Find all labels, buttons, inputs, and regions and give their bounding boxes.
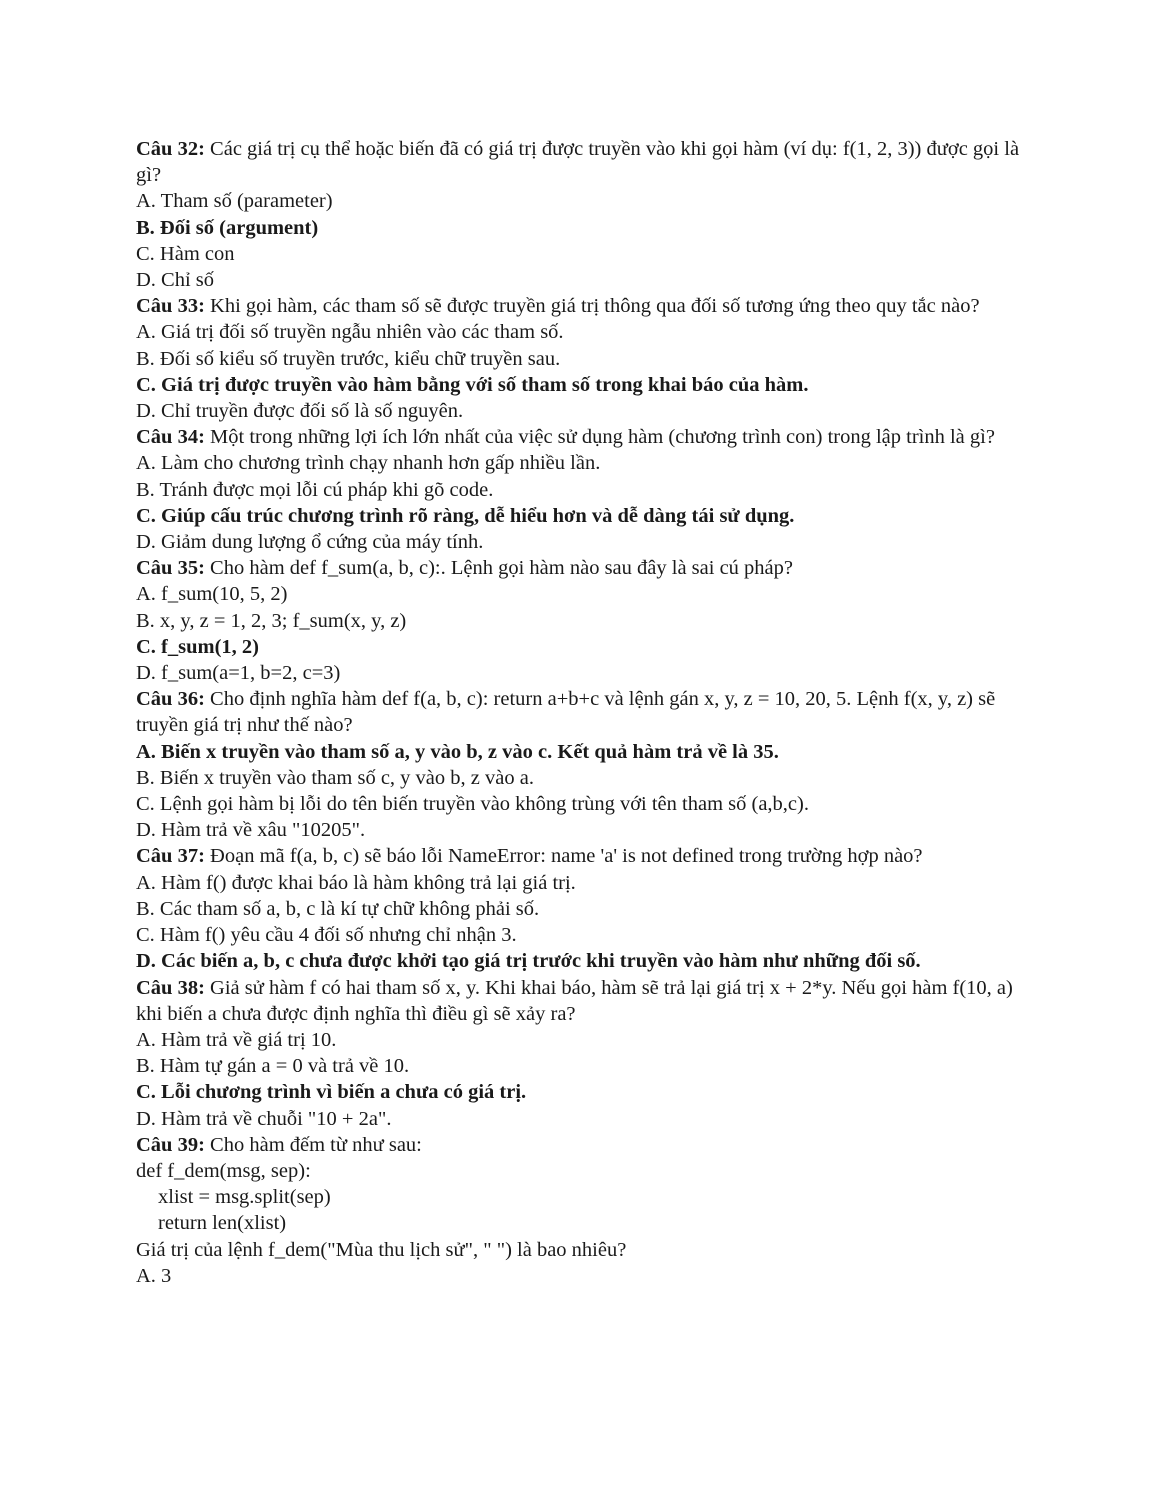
option-d-correct: D. Các biến a, b, c chưa được khởi tạo giá trị trước khi truyền vào hàm như những đối số. bbox=[136, 950, 921, 973]
option-b: B. x, y, z = 1, 2, 3; f_sum(x, y, z) bbox=[136, 609, 407, 632]
question-34 bbox=[136, 424, 1036, 555]
question-prompt: Giá trị của lệnh f_dem("Mùa thu lịch sử", " ") là bao nhiêu? bbox=[136, 1238, 627, 1261]
question-label: Câu 32: bbox=[136, 138, 205, 160]
question-label: Câu 33: bbox=[136, 295, 205, 318]
option-b: B. Tránh được mọi lỗi cú pháp khi gõ code. bbox=[136, 478, 494, 501]
question-32 bbox=[136, 136, 1036, 293]
question-stem: Câu 35: Cho hàm def f_sum(a, b, c):. Lệnh gọi hàm nào sau đây là sai cú pháp? bbox=[136, 557, 793, 580]
code-line-return: return len(xlist) bbox=[158, 1212, 287, 1235]
option-c-correct: C. Giá trị được truyền vào hàm bằng với số tham số trong khai báo của hàm. bbox=[136, 373, 809, 396]
option-a: A. Hàm f() được khai báo là hàm không trả lại giá trị. bbox=[136, 871, 576, 894]
question-38 bbox=[136, 975, 1036, 1132]
option-c-correct: C. Giúp cấu trúc chương trình rõ ràng, dễ hiểu hơn và dễ dàng tái sử dụng. bbox=[136, 504, 795, 527]
question-37 bbox=[136, 843, 1036, 974]
option-a: A. Hàm trả về giá trị 10. bbox=[136, 1028, 337, 1051]
option-a: A. f_sum(10, 5, 2) bbox=[136, 583, 288, 606]
option-b: B. Các tham số a, b, c là kí tự chữ không phải số. bbox=[136, 897, 540, 920]
question-stem: Câu 32: Các giá trị cụ thể hoặc biến đã có giá trị được truyền vào khi gọi hàm (ví dụ: f(1, 2, 3)) được gọi là gì? bbox=[136, 138, 1025, 187]
option-d: D. Hàm trả về chuỗi "10 + 2a". bbox=[136, 1107, 392, 1130]
option-d: D. f_sum(a=1, b=2, c=3) bbox=[136, 662, 341, 685]
option-b: B. Hàm tự gán a = 0 và trả về 10. bbox=[136, 1055, 410, 1078]
question-33 bbox=[136, 293, 1036, 424]
option-a: A. 3 bbox=[136, 1264, 172, 1287]
option-d: D. Chỉ số bbox=[136, 269, 215, 292]
option-b: B. Biến x truyền vào tham số c, y vào b, z vào a. bbox=[136, 766, 534, 789]
document-page bbox=[136, 136, 1036, 1289]
option-c: C. Lệnh gọi hàm bị lỗi do tên biến truyền vào không trùng với tên tham số (a,b,c). bbox=[136, 793, 809, 816]
question-stem: Câu 34: Một trong những lợi ích lớn nhất của việc sử dụng hàm (chương trình con) trong lập trình là gì? bbox=[136, 426, 995, 449]
question-36 bbox=[136, 686, 1036, 843]
option-a: A. Tham số (parameter) bbox=[136, 190, 333, 213]
option-a: A. Giá trị đối số truyền ngẫu nhiên vào các tham số. bbox=[136, 321, 564, 344]
question-stem: Câu 33: Khi gọi hàm, các tham số sẽ được truyền giá trị thông qua đối số tương ứng theo quy tắc nào? bbox=[136, 295, 980, 318]
option-d: D. Chỉ truyền được đối số là số nguyên. bbox=[136, 400, 464, 423]
code-line-split: xlist = msg.split(sep) bbox=[158, 1186, 331, 1209]
question-label: Câu 38: bbox=[136, 976, 205, 999]
question-label: Câu 36: bbox=[136, 688, 205, 711]
question-label: Câu 39: bbox=[136, 1133, 205, 1156]
option-c: C. Hàm f() yêu cầu 4 đối số nhưng chỉ nhận 3. bbox=[136, 924, 517, 947]
question-stem: Câu 39: Cho hàm đếm từ như sau: bbox=[136, 1133, 422, 1156]
code-line-def: def f_dem(msg, sep): bbox=[136, 1159, 311, 1182]
option-c-correct: C. Lỗi chương trình vì biến a chưa có giá trị. bbox=[136, 1081, 527, 1104]
question-39 bbox=[136, 1132, 1036, 1289]
option-a-correct: A. Biến x truyền vào tham số a, y vào b, z vào c. Kết quả hàm trả về là 35. bbox=[136, 740, 779, 763]
option-c: C. Hàm con bbox=[136, 242, 235, 265]
question-stem: Câu 37: Đoạn mã f(a, b, c) sẽ báo lỗi NameError: name 'a' is not defined trong trường hợp nào? bbox=[136, 845, 923, 868]
option-a: A. Làm cho chương trình chạy nhanh hơn gấp nhiều lần. bbox=[136, 452, 601, 475]
question-label: Câu 35: bbox=[136, 557, 205, 580]
question-label: Câu 34: bbox=[136, 426, 205, 449]
question-stem: Câu 36: Cho định nghĩa hàm def f(a, b, c): return a+b+c và lệnh gán x, y, z = 10, 20, 5. Lệnh f(x, y, z) sẽ truyền giá trị như thế nào? bbox=[136, 688, 1001, 737]
question-stem: Câu 38: Giả sử hàm f có hai tham số x, y. Khi khai báo, hàm sẽ trả lại giá trị x + 2*y. Nếu gọi hàm f(10, a) khi biến a chưa được định nghĩa thì điều gì sẽ xảy ra? bbox=[136, 976, 1018, 1025]
question-label: Câu 37: bbox=[136, 845, 205, 868]
option-d: D. Hàm trả về xâu "10205". bbox=[136, 819, 366, 842]
option-c-correct: C. f_sum(1, 2) bbox=[136, 635, 259, 658]
option-b: B. Đối số kiểu số truyền trước, kiểu chữ truyền sau. bbox=[136, 347, 561, 370]
option-d: D. Giảm dung lượng ổ cứng của máy tính. bbox=[136, 531, 484, 554]
option-b-correct: B. Đối số (argument) bbox=[136, 216, 319, 239]
question-35 bbox=[136, 555, 1036, 686]
